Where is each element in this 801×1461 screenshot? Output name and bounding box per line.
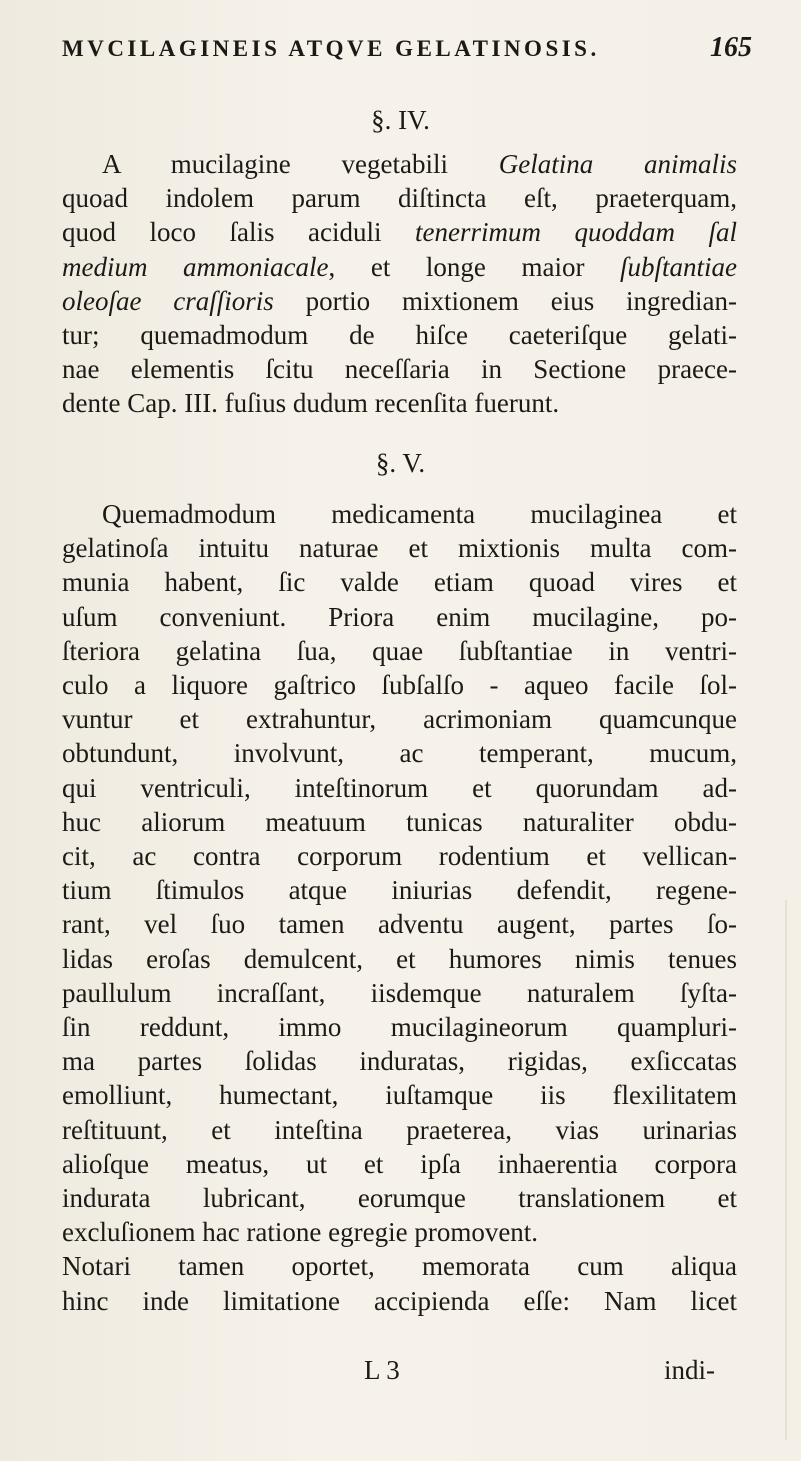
section-heading-v: §. V. [375,448,426,478]
text-line: alioſque meatus, ut et ipſa inhaerentia corpora [62,1148,737,1179]
text-line: medium ammoniacale, et longe maior ſubſtantiae [62,251,738,282]
text-line: uſum conveniunt. Priora enim mucilagine, po- [62,601,737,632]
text-line: Notari tamen oportet, memorata cum aliqua [62,1251,737,1282]
page-number: 165 [710,32,752,63]
text-line: tur; quemadmodum de hiſce caeteriſque gelati- [62,320,737,351]
text-line: qui ventriculi, inteſtinorum et quorundam ad- [62,772,737,803]
text-line [62,147,737,181]
text-line: paullulum incraſſant, iisdemque naturalem ſyſta- [62,977,737,1008]
text-line: emolliunt, humectant, iuſtamque iis flexilitatem [62,1080,737,1111]
paragraph-section-iv [62,147,737,421]
text-line: quoad indolem parum diſtincta eſt, praeterquam, [62,183,737,214]
text-line: obtundunt, involvunt, ac temperant, mucum, [62,738,737,769]
text-line: vuntur et extrahuntur, acrimoniam quamcunque [62,704,737,735]
text-line: cit, ac contra corporum rodentium et vellican- [62,841,737,872]
text-line: dente Cap. III. fuſius dudum recenſita fuerunt. [62,388,560,419]
text-line: Quemadmodum medicamenta mucilaginea et [102,499,737,529]
catchword: indi- [664,1355,715,1385]
text-line: reſtituunt, et inteſtina praeterea, vias urinarias [62,1114,737,1145]
text-line: gelatinoſa intuitu naturae et mixtionis multa com- [62,533,737,564]
text-line: quod loco ſalis aciduli tenerrimum quoddam ſal [62,217,738,248]
text-line: oleoſae craſſioris portio mixtionem eius ingredian- [62,285,738,316]
text-line: nae elementis ſcitu neceſſaria in Sectione praece- [62,354,737,385]
page-fold-shadow [785,900,787,1440]
paragraph-section-v [62,497,737,1318]
text-line: culo a liquore gaſtrico ſubſalſo - aqueo facile ſol- [62,670,737,701]
signature-mark: L 3 [364,1355,400,1385]
running-header [62,28,752,76]
section-heading-iv: §. IV. [371,105,430,135]
text-line: indurata lubricant, eorumque translationem et [62,1183,737,1214]
text-line: tium ſtimulos atque iniurias defendit, regene- [62,875,737,906]
text-line: ſin reddunt, immo mucilagineorum quampluri- [62,1012,737,1043]
text-line: ſteriora gelatina ſua, quae ſubſtantiae in ventri- [62,635,737,666]
text-line: ma partes ſolidas induratas, rigidas, exſiccatas [62,1046,737,1077]
running-title: MVCILAGINEIS ATQVE GELATINOSIS. [62,36,600,61]
text-line: lidas eroſas demulcent, et humores nimis tenues [62,943,737,974]
text-line: munia habent, ſic valde etiam quoad vires et [62,567,737,598]
text-line: huc aliorum meatuum tunicas naturaliter obdu- [62,806,737,837]
text-line: hinc inde limitatione accipienda eſſe: Nam licet [62,1285,737,1316]
text-line: excluſionem hac ratione egregie promovent. [62,1217,539,1248]
text-line: rant, vel ſuo tamen adventu augent, partes ſo- [62,909,737,940]
line-1: A mucilagine vegetabili Gelatina animalis [102,149,737,179]
